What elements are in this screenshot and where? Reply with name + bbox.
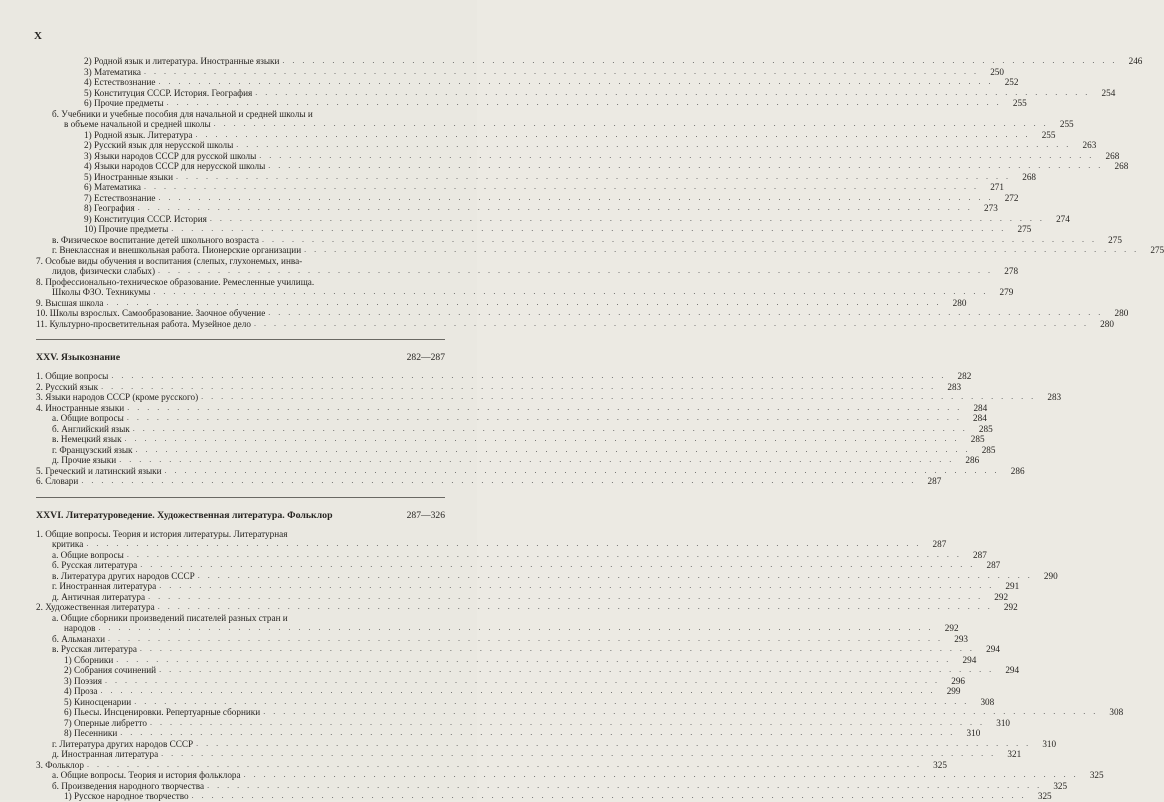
leader-dots	[150, 718, 985, 729]
toc-entry-title: а. Общие вопросы	[52, 549, 124, 560]
page-number: X	[34, 30, 43, 42]
toc-entry-title: г. Литература других народов СССР	[52, 738, 194, 749]
toc-entry-page: 296	[951, 675, 966, 686]
toc-entry-title: 3. Языки народов СССР (кроме русского)	[36, 392, 199, 402]
toc-entry	[36, 529, 445, 540]
toc-entry-page: 284	[973, 402, 988, 413]
toc-entry	[36, 434, 985, 445]
toc-entry	[36, 644, 1000, 655]
leader-dots	[198, 571, 1033, 582]
toc-entry	[36, 161, 1129, 172]
leader-dots	[255, 88, 1090, 99]
toc-entry	[36, 549, 987, 561]
toc-entry	[36, 686, 961, 697]
toc-entry-title: лидов, физически слабых)	[52, 266, 156, 276]
toc-entry-page: 292	[1003, 602, 1018, 612]
toc-entry-title: 3) Языки народов СССР для русской школы	[84, 150, 257, 161]
section-divider	[36, 339, 445, 340]
leader-dots	[144, 182, 979, 193]
leader-dots	[210, 214, 1045, 225]
leader-dots	[254, 319, 1089, 330]
toc-entry-title: 11. Культурно-просветительная работа. Музейное дело	[36, 318, 251, 329]
leader-dots	[159, 581, 994, 592]
section-divider	[36, 497, 445, 498]
toc-entry-page: 275	[1150, 245, 1164, 255]
toc-entry	[36, 623, 959, 634]
toc-entry	[36, 182, 1004, 193]
leader-dots	[119, 455, 954, 466]
toc-entry-title: 8. Профессионально-техническое образование. Ремесленные училища.	[36, 276, 315, 287]
toc-entry-page: 280	[952, 297, 967, 308]
toc-entry	[36, 665, 1020, 676]
leader-dots	[140, 560, 975, 571]
toc-entry-title: 7. Особые виды обучения и воспитания (слепых, глухонемых, инва-	[36, 255, 303, 266]
toc-entry-title: г. Внеклассная и внешкольная работа. Пионерские организации	[52, 245, 302, 255]
toc-entry	[36, 277, 445, 288]
toc-entry-page: 299	[946, 686, 961, 696]
section-heading-xxv	[36, 352, 445, 363]
toc-entry-title: в. Русская литература	[52, 644, 137, 654]
toc-entry	[36, 392, 1062, 403]
toc-entry	[36, 203, 998, 214]
toc-entry-page: 287	[927, 476, 942, 486]
toc-entry-title: 6) Прочие предметы	[84, 98, 164, 108]
leader-dots	[153, 287, 988, 298]
toc-entry-page: 282	[957, 371, 972, 381]
toc-entry	[36, 465, 1025, 477]
leader-dots	[108, 634, 943, 645]
leader-dots	[99, 623, 934, 634]
toc-entry-page: 268	[1022, 171, 1036, 182]
toc-entry	[36, 129, 1056, 141]
toc-entry-page: 292	[994, 591, 1009, 602]
leader-dots	[135, 445, 970, 456]
toc-entry-title: г. Иностранная литература	[52, 581, 157, 591]
toc-entry-page: 310	[1042, 738, 1057, 749]
leader-dots	[133, 424, 968, 435]
toc-entry-page: 325	[1089, 770, 1104, 780]
toc-entry-page: 285	[981, 444, 996, 455]
toc-entry-page: 286	[965, 455, 980, 465]
toc-entry	[36, 696, 995, 708]
toc-entry-title: 1) Родной язык. Литература	[84, 129, 193, 140]
toc-entry	[36, 213, 1070, 225]
toc-entry-title: 8) География	[84, 203, 135, 213]
toc-entry	[36, 140, 1097, 151]
toc-entry	[36, 791, 1052, 802]
toc-entry	[36, 560, 1001, 571]
toc-entry-page: 263	[1082, 140, 1097, 150]
toc-entry-page: 273	[984, 203, 998, 213]
toc-entry	[36, 256, 445, 267]
toc-entry	[36, 633, 969, 645]
toc-entry-title: в. Литература других народов СССР	[52, 570, 195, 581]
leader-dots	[171, 224, 1006, 235]
leader-dots	[159, 665, 994, 676]
leader-dots	[127, 550, 962, 561]
leader-dots	[268, 161, 1103, 172]
leader-dots	[165, 466, 1000, 477]
toc-entry-title: б. Учебники и учебные пособия для начальной и средней школы и	[52, 108, 313, 119]
toc-entry	[36, 654, 977, 666]
toc-entry	[36, 109, 445, 120]
toc-entry-page: 246	[1128, 56, 1143, 66]
toc-entry	[36, 245, 1164, 256]
toc-entry-title: 2) Собрания сочинений	[64, 665, 157, 675]
leader-dots	[201, 392, 1036, 403]
toc-entry-title: д. Античная литература	[52, 591, 146, 602]
section-pages: 287—326	[406, 509, 445, 521]
toc-entry-title: 6) Пьесы. Инсценировки. Репертуарные сборники	[64, 707, 261, 717]
leader-dots	[214, 119, 1049, 130]
section-title: XXVI. Литературоведение. Художественная литература. Фольклор	[36, 509, 333, 521]
toc-entry-title: 9. Высшая школа	[36, 297, 104, 308]
toc-entry-page: 255	[1041, 129, 1056, 140]
toc-entry	[36, 287, 1014, 298]
toc-entry-title: а. Общие вопросы	[52, 413, 124, 423]
toc-entry-title: 5) Конституция СССР. История. География	[84, 87, 253, 98]
toc-entry-title: 4) Естествознание	[84, 77, 156, 87]
toc-entry	[36, 423, 993, 435]
leader-dots	[140, 644, 975, 655]
leader-dots	[304, 245, 1139, 256]
toc-entry-page: 283	[1047, 392, 1062, 402]
leader-dots	[196, 739, 1031, 750]
toc-entry-page: 310	[996, 717, 1010, 728]
toc-entry-title: 7) Естествознание	[84, 192, 156, 203]
leader-dots	[158, 266, 993, 277]
toc-entry-title: д. Иностранная литература	[52, 749, 159, 759]
toc-entry-title: 5) Иностранные языки	[84, 171, 173, 182]
leader-dots	[116, 655, 951, 666]
toc-entry-page: 308	[1109, 707, 1124, 717]
toc-entry	[36, 56, 1143, 67]
leader-dots	[268, 308, 1103, 319]
toc-entry	[36, 413, 987, 424]
toc-entry-title: 6) Математика	[84, 182, 141, 192]
leader-dots	[263, 707, 1098, 718]
toc-entry-page: 272	[1004, 192, 1019, 203]
toc-entry	[36, 98, 1027, 109]
toc-entry-page: 325	[1037, 791, 1052, 801]
toc-entry-page: 268	[1114, 161, 1129, 171]
section-heading-xxvi	[36, 510, 445, 521]
toc-entry-title: 5. Греческий и латинский языки	[36, 465, 162, 476]
toc-entry-title: б. Произведения народного творчества	[52, 780, 205, 791]
toc-entry	[36, 234, 1122, 246]
leader-dots	[120, 728, 955, 739]
toc-entry	[36, 581, 1020, 592]
leader-dots	[127, 413, 962, 424]
toc-entry-page: 291	[1005, 581, 1020, 591]
toc-entry	[36, 444, 996, 456]
toc-entry-title: в объеме начальной и средней школы	[64, 119, 211, 129]
toc-entry	[36, 150, 1120, 162]
toc-entry-title: а. Общие вопросы. Теория и история фольклора	[52, 770, 241, 780]
leader-dots	[81, 476, 916, 487]
section-pages: 282—287	[406, 352, 445, 363]
toc-block-education	[36, 56, 1164, 329]
toc-entry-page: 252	[1004, 77, 1019, 87]
toc-entry-title: 2. Художественная литература	[36, 602, 155, 612]
toc-entry-page: 308	[980, 696, 995, 707]
toc-entry-title: в. Немецкий язык	[52, 434, 122, 444]
toc-entry	[36, 266, 1019, 277]
toc-entry-page: 283	[947, 381, 962, 392]
toc-entry	[36, 780, 1068, 792]
toc-entry-title: 4. Иностранные языки	[36, 402, 125, 413]
table-of-contents	[36, 56, 1164, 802]
toc-entry-title: 6. Словари	[36, 476, 79, 486]
toc-entry	[36, 381, 962, 393]
toc-entry-title: 3) Поэзия	[64, 675, 103, 686]
toc-entry-page: 292	[944, 623, 959, 633]
leader-dots	[148, 592, 983, 603]
toc-entry	[36, 728, 981, 739]
toc-entry	[36, 570, 1058, 582]
toc-entry-title: а. Общие сборники произведений писателей разных стран и	[52, 612, 288, 623]
toc-entry-page: 287	[932, 539, 947, 549]
toc-entry	[36, 749, 1022, 760]
toc-entry-page: 294	[986, 644, 1000, 654]
leader-dots	[259, 151, 1094, 162]
toc-entry-page: 250	[990, 66, 1004, 77]
toc-entry-page: 294	[962, 654, 977, 665]
leader-dots	[158, 193, 993, 204]
leader-dots	[282, 56, 1117, 67]
toc-entry	[36, 455, 980, 466]
toc-entry-title: 3. Фольклор	[36, 759, 84, 770]
toc-entry	[36, 308, 1129, 319]
toc-entry-page: 275	[1017, 224, 1032, 234]
toc-entry-title: народов	[64, 623, 96, 633]
toc-entry-title: 3) Математика	[84, 66, 141, 77]
toc-entry	[36, 402, 988, 414]
leader-dots	[207, 781, 1042, 792]
toc-entry	[36, 318, 1114, 330]
toc-entry-page: 285	[978, 423, 993, 434]
toc-entry	[36, 66, 1004, 78]
toc-entry-title: 8) Песенники	[64, 728, 118, 738]
leader-dots	[127, 403, 962, 414]
toc-entry-page: 287	[986, 560, 1001, 570]
toc-entry-title: б. Альманахи	[52, 633, 106, 644]
toc-entry	[36, 602, 1018, 613]
toc-entry	[36, 192, 1019, 204]
leader-dots	[161, 749, 996, 760]
leader-dots	[100, 686, 935, 697]
leader-dots	[176, 172, 1011, 183]
toc-entry-title: 10) Прочие предметы	[84, 224, 169, 234]
toc-entry-title: 4) Проза	[64, 686, 98, 696]
leader-dots	[101, 382, 936, 393]
toc-entry-page: 325	[1053, 780, 1068, 791]
leader-dots	[144, 67, 979, 78]
leader-dots	[106, 298, 941, 309]
toc-entry	[36, 87, 1116, 99]
toc-entry-title: д. Прочие языки	[52, 455, 117, 465]
toc-entry-page: 325	[933, 759, 947, 770]
toc-entry	[36, 297, 967, 309]
toc-entry-title: 1) Сборники	[64, 654, 114, 665]
toc-entry-page: 293	[954, 633, 969, 644]
toc-entry	[36, 476, 942, 487]
toc-entry-page: 279	[999, 287, 1014, 297]
toc-entry-title: 4) Языки народов СССР для нерусской школы	[84, 161, 266, 171]
leader-dots	[158, 602, 993, 613]
toc-entry-title: б. Английский язык	[52, 423, 130, 434]
leader-dots	[111, 371, 946, 382]
toc-entry	[36, 119, 1074, 130]
toc-entry-page: 275	[1108, 234, 1122, 245]
toc-entry-page: 285	[970, 434, 985, 444]
toc-entry-page: 321	[1007, 749, 1022, 759]
toc-entry-title: 2) Русский язык для нерусской школы	[84, 140, 234, 150]
toc-entry-page: 310	[966, 728, 981, 738]
toc-entry	[36, 591, 1009, 603]
toc-entry-page: 284	[973, 413, 987, 423]
toc-entry	[36, 77, 1019, 88]
leader-dots	[138, 203, 973, 214]
toc-entry-title: 1. Общие вопросы	[36, 371, 109, 381]
toc-entry-page: 268	[1105, 150, 1120, 161]
toc-entry-title: г. Французский язык	[52, 444, 133, 455]
toc-entry-title: в. Физическое воспитание детей школьного возраста	[52, 234, 259, 245]
leader-dots	[87, 760, 922, 771]
leader-dots	[105, 676, 940, 687]
toc-entry-title: Школы ФЗО. Техникумы	[52, 287, 151, 297]
toc-entry-page: 286	[1010, 465, 1025, 476]
toc-entry	[36, 717, 1010, 729]
toc-entry-title: 1) Русское народное творчество	[64, 791, 189, 801]
leader-dots	[86, 539, 921, 550]
toc-entry-title: 7) Оперные либретто	[64, 717, 147, 728]
leader-dots	[262, 235, 1097, 246]
toc-entry	[36, 770, 1104, 781]
leader-dots	[192, 791, 1027, 802]
leader-dots	[134, 697, 969, 708]
toc-entry-title: б. Русская литература	[52, 560, 138, 570]
toc-entry-page: 254	[1101, 87, 1116, 98]
toc-block-literature	[36, 528, 1124, 802]
toc-entry-title: 5) Киносценарии	[64, 696, 132, 707]
toc-entry-title: 9) Конституция СССР. История	[84, 213, 207, 224]
toc-entry-page: 255	[1059, 119, 1074, 129]
toc-entry	[36, 539, 947, 550]
toc-entry-title: критика	[52, 539, 84, 549]
leader-dots	[236, 140, 1071, 151]
toc-entry-title: 2) Родной язык и литература. Иностранные языки	[84, 56, 280, 66]
toc-entry	[36, 371, 972, 382]
toc-entry	[36, 224, 1032, 235]
leader-dots	[158, 77, 993, 88]
toc-block-linguistics	[36, 371, 1062, 487]
toc-entry-page: 271	[990, 182, 1004, 192]
toc-entry-page: 280	[1100, 318, 1114, 329]
toc-entry-page: 294	[1005, 665, 1020, 675]
toc-entry	[36, 613, 445, 624]
toc-entry-page: 278	[1004, 266, 1019, 276]
leader-dots	[167, 98, 1002, 109]
toc-entry-page: 280	[1114, 308, 1129, 318]
toc-entry	[36, 707, 1124, 718]
leader-dots	[125, 434, 960, 445]
leader-dots	[244, 770, 1079, 781]
toc-entry	[36, 171, 1036, 183]
toc-entry	[36, 759, 947, 771]
toc-entry	[36, 675, 966, 687]
section-title: XXV. Языкознание	[36, 352, 121, 363]
toc-entry-page: 274	[1056, 213, 1070, 224]
toc-entry	[36, 738, 1057, 750]
toc-entry-page: 255	[1012, 98, 1027, 108]
toc-entry-title: 2. Русский язык	[36, 381, 99, 392]
toc-entry-title: 1. Общие вопросы. Теория и история литературы. Литературная	[36, 528, 288, 539]
toc-entry-page: 287	[973, 549, 987, 560]
toc-entry-title: 10. Школы взрослых. Самообразование. Заочное обучение	[36, 308, 266, 318]
leader-dots	[195, 130, 1030, 141]
toc-entry-page: 290	[1043, 570, 1058, 581]
